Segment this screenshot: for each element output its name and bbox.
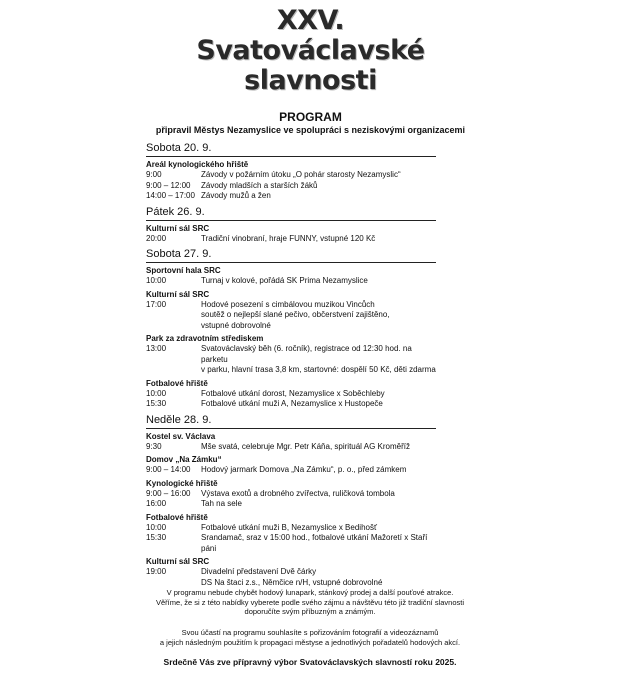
venue-name: Kulturní sál SRC [146, 223, 210, 233]
event-description [201, 533, 436, 554]
schedule-row [146, 344, 436, 376]
event-description [201, 442, 436, 453]
schedule-row [146, 191, 436, 202]
event-line: Svatováclavský běh (6. ročník), registrace od 12:30 hod. na parketu [201, 344, 412, 364]
event-line: Závody mladších a starších žáků [201, 180, 318, 190]
schedule-row [146, 276, 436, 287]
event-description [201, 399, 436, 410]
program-subtitle: připravil Městys Nezamyslice ve spolupráci s neziskovými organizacemi [155, 125, 466, 135]
event-line: DS Na štaci z.s., Němčice n/H, vstupné dobrovolné [201, 577, 383, 587]
event-time: 9:00 – 12:00 [146, 180, 191, 190]
event-description [201, 465, 436, 476]
event-line: Hodový jarmark Domova „Na Zámku“, p. o., před zámkem [201, 465, 407, 474]
title-line-2: Svatováclavské [196, 35, 425, 66]
event-line: v parku, hlavní trasa 3,8 km, startovné: dospělí 50 Kč, děti zdarma [201, 365, 436, 374]
schedule-row [146, 181, 436, 192]
venue-name: Domov „Na Zámku“ [146, 455, 222, 464]
event-time: 15:30 [146, 533, 167, 542]
event-description [201, 567, 436, 588]
event-description [201, 344, 436, 376]
footer-note-1 [120, 588, 500, 617]
event-time: 19:00 [146, 567, 167, 576]
event-line: Divadelní představení Dvě čárky [201, 567, 317, 576]
schedule-row [146, 442, 436, 453]
day-heading: Pátek 26. 9. [146, 206, 436, 221]
schedule-row [146, 523, 436, 534]
day-heading: Sobota 20. 9. [146, 142, 436, 157]
event-time: 10:00 [146, 276, 167, 285]
event-description [201, 499, 436, 510]
event-time: 9:00 – 14:00 [146, 465, 191, 474]
venue-name: Fotbalové hřiště [146, 378, 208, 388]
venue-name: Areál kynologického hřiště [146, 160, 249, 169]
footer-note-2 [120, 628, 500, 647]
event-time: 9:00 – 16:00 [146, 488, 191, 498]
schedule-row [146, 489, 436, 500]
event-description [201, 276, 436, 287]
event-time: 9:30 [146, 441, 162, 451]
day-heading: Neděle 28. 9. [146, 414, 436, 429]
venue-name: Kostel sv. Václava [146, 431, 216, 441]
footer-invitation: Srdečně Vás zve přípravný výbor Svatováclavských slavností roku 2025. [163, 657, 457, 667]
event-description [201, 234, 436, 245]
event-time: 10:00 [146, 522, 167, 532]
event-line: Mše svatá, celebruje Mgr. Petr Káňa, spirituál AG Kroměříž [201, 441, 410, 451]
schedule-row [146, 389, 436, 400]
event-time: 16:00 [146, 499, 167, 508]
event-time: 13:00 [146, 344, 167, 353]
venue-name: Sportovní hala SRC [146, 266, 221, 275]
day-heading: Sobota 27. 9. [146, 248, 436, 263]
event-description [201, 489, 436, 500]
program-heading: PROGRAM [279, 110, 342, 124]
event-line: Turnaj v kolové, pořádá SK Prima Nezamyslice [201, 276, 368, 285]
venue-name: Kulturní sál SRC [146, 557, 210, 566]
event-description [201, 389, 436, 400]
event-time: 10:00 [146, 388, 167, 398]
event-description [201, 170, 436, 181]
schedule-row [146, 170, 436, 181]
footer-line: Svou účastí na programu souhlasíte s pořizováním fotografií a videozáznamů [181, 628, 439, 637]
schedule-row [146, 465, 436, 476]
event-description [201, 523, 436, 534]
event-time: 17:00 [146, 299, 167, 309]
title-line-3: slavnosti [244, 65, 377, 96]
event-line: Tah na sele [201, 499, 242, 508]
footer-line: doporučíte svým příbuzným a známým. [244, 607, 376, 616]
event-time: 20:00 [146, 233, 167, 243]
event-line: Výstava exotů a drobného zvířectva, ruličková tombola [201, 488, 395, 498]
spacer [146, 244, 436, 246]
event-line: Závody mužů a žen [201, 191, 271, 200]
event-description [201, 191, 436, 202]
event-line: Fotbalové utkání dorost, Nezamyslice x Soběchleby [201, 388, 385, 398]
event-line: Závody v požárním útoku „O pohár starosty Nezamyslic“ [201, 170, 401, 179]
event-line: Fotbalové utkání muži A, Nezamyslice x Hustopeče [201, 399, 383, 408]
event-line: Hodové posezení s cimbálovou muzikou Vincůch [201, 299, 375, 309]
event-line: Fotbalové utkání muži B, Nezamyslice x Bedihošť [201, 522, 377, 532]
event-description [201, 300, 436, 332]
schedule-row [146, 567, 436, 588]
event-line: Srandamač, sraz v 15:00 hod., fotbalové utkání Mažoretí x Staří páni [201, 533, 428, 553]
spacer [146, 410, 436, 412]
schedule [146, 140, 436, 590]
schedule-row [146, 499, 436, 510]
event-time: 14:00 – 17:00 [146, 191, 195, 200]
title-line-1: XXV. [276, 5, 345, 36]
spacer [146, 202, 436, 204]
schedule-row [146, 300, 436, 332]
schedule-row [146, 533, 436, 554]
footer-line: a jejich následným použitím k propagaci městyse a jednotlivých pořadatelů hodových akcí. [159, 637, 461, 647]
festival-title [0, 6, 621, 96]
schedule-row [146, 399, 436, 410]
event-time: 15:30 [146, 399, 167, 408]
venue-name: Kynologické hřiště [146, 478, 218, 488]
footer-line: V programu nebude chybět hodový lunapark, stánkový prodej a další pouťové atrakce. [166, 588, 454, 597]
venue-name: Park za zdravotním střediskem [146, 334, 264, 343]
schedule-row [146, 234, 436, 245]
event-time: 9:00 [146, 170, 162, 179]
event-line: soutěž o nejlepší slané pečivo, občerstvení zajištěno, [201, 310, 390, 319]
event-line: vstupné dobrovolné [201, 320, 271, 330]
venue-name: Fotbalové hřiště [146, 512, 208, 522]
event-description [201, 181, 436, 192]
venue-name: Kulturní sál SRC [146, 289, 210, 299]
event-line: Tradiční vinobraní, hraje FUNNY, vstupné 120 Kč [201, 233, 376, 243]
footer-line: Věříme, že si z této nabídky vyberete podle svého zájmu a návštěvu této již tradiční slavnosti [155, 597, 465, 607]
